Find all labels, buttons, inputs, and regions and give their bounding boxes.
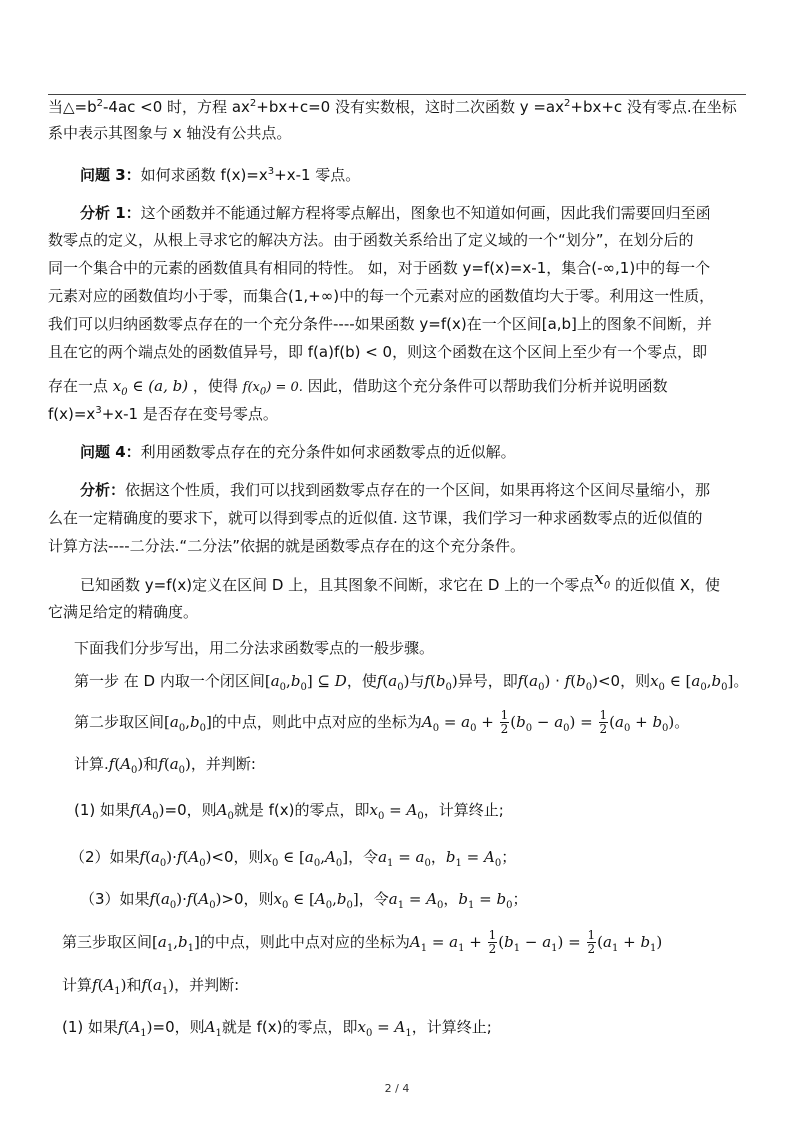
analysis-1-line-6: 且在它的两个端点处的函数值异号，即 f(a)f(b) < 0，则这个函数在这个区间上至少有一个零点，即 (48, 343, 708, 361)
case-4: (1) 如果$f(A_1)=0$，则$A_1$就是 f(x)的零点，即$x_0 = A_1$，计算终止; (62, 1018, 492, 1039)
math-f-x0-eq-0: $f(x_0) = 0$. (242, 380, 303, 398)
analysis-1-line-4: 元素对应的函数值均小于零，而集合(1,+∞)中的每一个元素对应的函数值均大于零。利用这一性质， (48, 287, 715, 305)
math-x0-in-ab: $x_0$ ∈ (a, b) (112, 377, 189, 398)
fraction-one-half: $\frac{1}{2}$ (599, 708, 608, 736)
analysis-1-line-8: $f(x)=x^3+x-1$ 是否存在变号零点。 (48, 405, 278, 423)
step-2: 第二步取区间$[a_0,b_0]$的中点，则此中点对应的坐标为$A_0 = a_0$ + $\frac{1}{2}$ $(b_0 - a_0)$ = $\frac{1}{2}$ $(a_0 + b_0)$。 (74, 708, 690, 736)
question-4-label: 问题 4： (80, 443, 141, 461)
question-3-label: 问题 3： (80, 166, 141, 184)
analysis-1-line-5: 我们可以归纳函数零点存在的一个充分条件----如果函数 y=f(x)在一个区间[a,b]上的图象不间断，并 (48, 315, 712, 333)
step-3: 第三步取区间$[a_1,b_1]$的中点，则此中点对应的坐标为$A_1 = a_1$ + $\frac{1}{2}$ $(b_1 - a_1)$ = $\frac{1}{2}$ $(a_1 + b_1)$ (62, 928, 663, 956)
case-2: （2）如果$f(a_0)\cdot f(A_0)<0$，则$x_0$ ∈ $[a_0,A_0]$，令$a_1 = a_0$，$b_1 = A_0$； (70, 848, 517, 869)
fraction-one-half: $\frac{1}{2}$ (587, 928, 596, 956)
question-4: 问题 4：利用函数零点存在的充分条件如何求函数零点的近似解。 (80, 443, 516, 461)
intro-line-1: 当$\triangle=b^2-4ac <0$ 时，方程 $ax^2+bx+c=0$ 没有实数根，这时二次函数 $y =ax^2+bx+c$ 没有零点.在坐标 (48, 98, 737, 116)
intro-line-2: 系中表示其图象与 x 轴没有公共点。 (48, 124, 292, 142)
calc-2: 计算$f(A_1)$和$f(a_1)$，并判断: (62, 976, 240, 997)
case-3: （3）如果$f(a_0)\cdot f(A_0)>0$，则$x_0$ ∈ $[A_0,b_0]$，令$a_1 = A_0$，$b_1 = b_0$； (80, 890, 528, 911)
analysis-1-label: 分析 1： (80, 204, 141, 222)
analysis-1-line-3: 同一个集合中的元素的函数值具有相同的特性。 如，对于函数 y=f(x)=x-1，集合(-∞,1)中的每一个 (48, 259, 711, 277)
header-rule (48, 94, 746, 95)
fraction-one-half: $\frac{1}{2}$ (488, 928, 497, 956)
page-number: 2 / 4 (384, 1082, 410, 1095)
calc-1: 计算$.f(A_0)$和$f(a_0)$，并判断: (74, 755, 256, 776)
known-line-2: 它满足给定的精确度。 (48, 603, 199, 621)
analysis-2-line-3: 计算方法----二分法.“二分法”依据的就是函数零点存在的这个充分条件。 (48, 537, 525, 555)
analysis-1-line-1: 分析 1：这个函数并不能通过解方程将零点解出，图象也不知道如何画，因此我们需要回归至函 (80, 204, 711, 222)
analysis-2-label: 分析： (80, 481, 126, 499)
fraction-one-half: $\frac{1}{2}$ (500, 708, 509, 736)
step-1: 第一步 在 D 内取一个闭区间$[a_0,b_0]$ ⊆ D，使$f(a_0)$与$f(b_0)$异号，即$f(a_0) \cdot f(b_0)<0$，则$x_0$ ∈ $[a_0,b_0]$。 (74, 672, 749, 693)
analysis-2-line-2: 么在一定精确度的要求下，就可以得到零点的近似值. 这节课，我们学习一种求函数零点的近似值的 (48, 509, 703, 527)
known-line-1: 已知函数 y=f(x)定义在区间 D 上，且其图象不间断，求它在 D 上的一个零点$x_0$ 的近似值 X，使 (80, 569, 721, 594)
question-3: 问题 3：如何求函数 $f(x)=x^3+x-1$ 零点。 (80, 166, 361, 184)
analysis-2-line-1: 分析：依据这个性质，我们可以找到函数零点存在的一个区间，如果再将这个区间尽量缩小，那 (80, 481, 711, 499)
case-1: (1) 如果$f(A_0)=0$，则$A_0$就是 f(x)的零点，即$x_0 = A_0$，计算终止; (74, 801, 504, 822)
analysis-1-line-7: 存在一点 $x_0$ ∈ (a, b) ，使得 $f(x_0) = 0$. 因此，借助这个充分条件可以帮助我们分析并说明函数 (48, 377, 668, 398)
analysis-1-line-2: 数零点的定义，从根上寻求它的解决方法。由于函数关系给出了定义域的一个“划分”，在划分后的 (48, 231, 694, 249)
steps-intro: 下面我们分步写出，用二分法求函数零点的一般步骤。 (74, 639, 435, 657)
math-x0: $x_0$ (594, 569, 611, 592)
